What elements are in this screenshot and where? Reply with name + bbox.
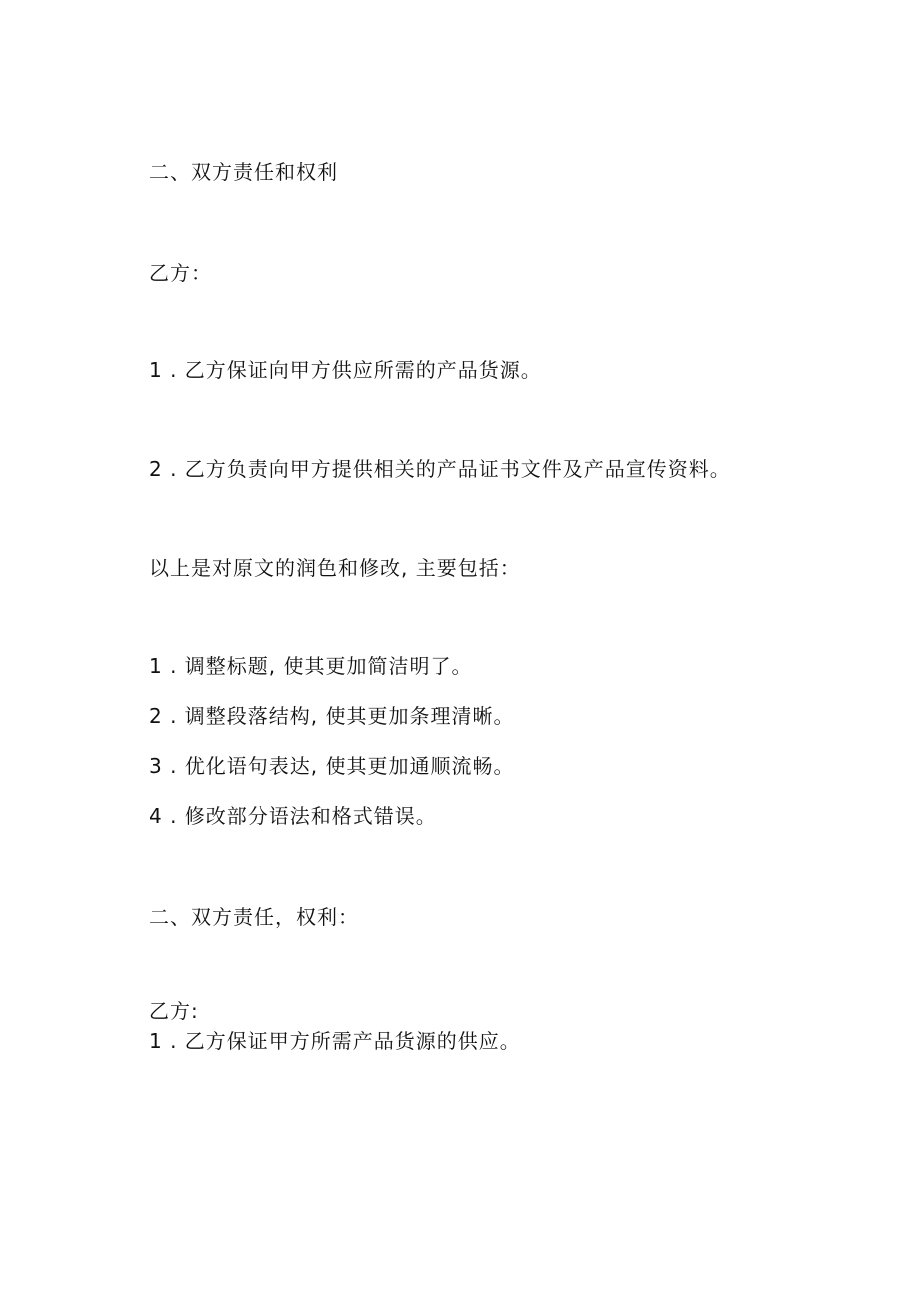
section1-party-label: 乙方： xyxy=(149,261,212,285)
section1-heading: 二、双方责任和权利 xyxy=(149,160,338,184)
section1-item-1: 1 . 乙方保证向甲方供应所需的产品货源。 xyxy=(149,358,542,382)
summary-item-3: 3 . 优化语句表达, 使其更加通顺流畅。 xyxy=(149,754,515,778)
section2-party-label: 乙方: xyxy=(149,999,199,1023)
summary-item-2: 2 . 调整段落结构, 使其更加条理清晰。 xyxy=(149,704,515,728)
summary-item-1: 1 . 调整标题, 使其更加简洁明了。 xyxy=(149,654,473,678)
summary-intro: 以上是对原文的润色和修改, 主要包括： xyxy=(149,556,521,580)
section1-item-2: 2 . 乙方负责向甲方提供相关的产品证书文件及产品宣传资料。 xyxy=(149,457,731,481)
section2-heading: 二、双方责任，权利： xyxy=(149,905,359,929)
summary-item-4: 4 . 修改部分语法和格式错误。 xyxy=(149,804,437,828)
section2-item-1: 1 . 乙方保证甲方所需产品货源的供应。 xyxy=(149,1029,521,1053)
